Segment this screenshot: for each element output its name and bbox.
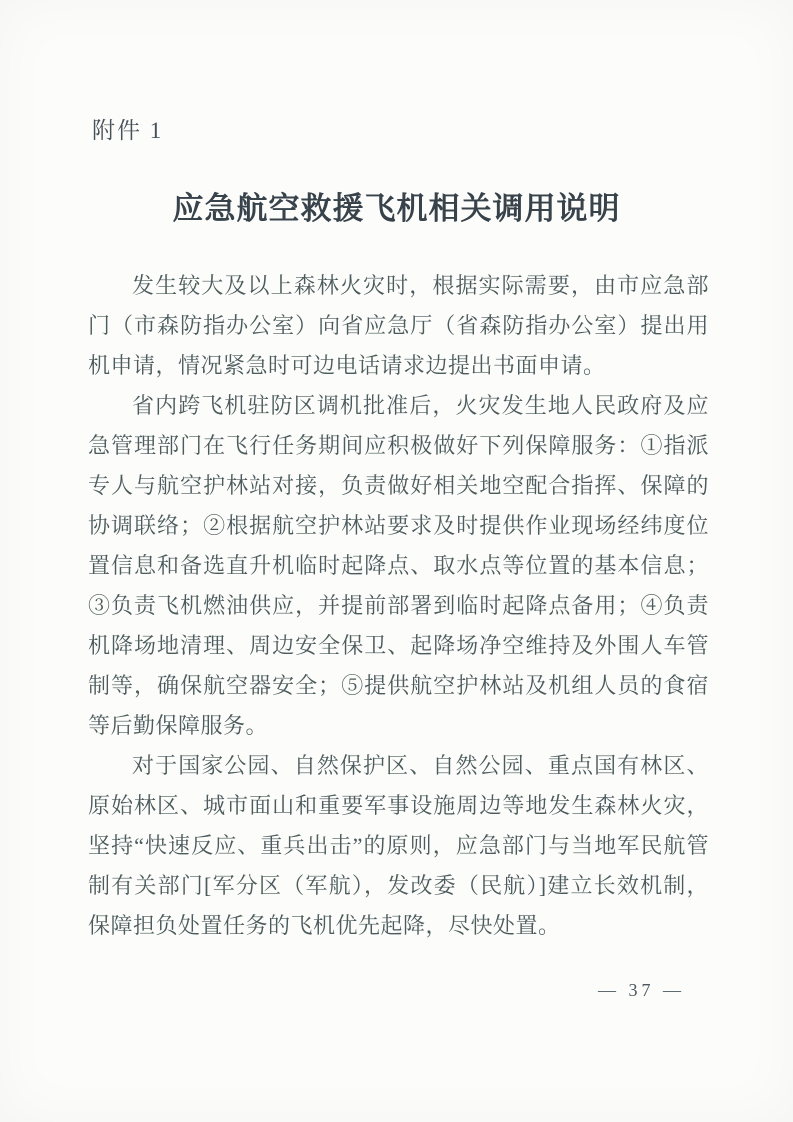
document-title: 应急航空救援飞机相关调用说明 [172,191,621,226]
body-paragraph-3: 对于国家公园、自然保护区、自然公园、重点国有林区、原始林区、城市面山和重要军事设施周边等地发生森林火灾，坚持“快速反应、重兵出击”的原则，应急部门与当地军民航管制有关部门[军分区（军航），发改委（民航）]建立长效机制，保障担负处置任务的飞机优先起降，尽快处置。 [88,753,709,938]
body-paragraph-1: 发生较大及以上森林火灾时，根据实际需要，由市应急部门（市森防指办公室）向省应急厅（省森防指办公室）提出用机申请，情况紧急时可边电话请求边提出书面申请。 [88,273,709,378]
attachment-label: 附件 1 [92,118,164,143]
page-number: — 37 — [598,980,685,1000]
document-body [88,266,709,946]
body-paragraph-2: 省内跨飞机驻防区调机批准后，火灾发生地人民政府及应急管理部门在飞行任务期间应积极做好下列保障服务：①指派专人与航空护林站对接，负责做好相关地空配合指挥、保障的协调联络；②根据航空护林站要求及时提供作业现场经纬度位置信息和备选直升机临时起降点、取水点等位置的基本信息；③负责飞机燃油供应，并提前部署到临时起降点备用；④负责机降场地清理、周边安全保卫、起降场净空维持及外围人车管制等，确保航空器安全；⑤提供航空护林站及机组人员的食宿等后勤保障服务。 [88,393,709,738]
